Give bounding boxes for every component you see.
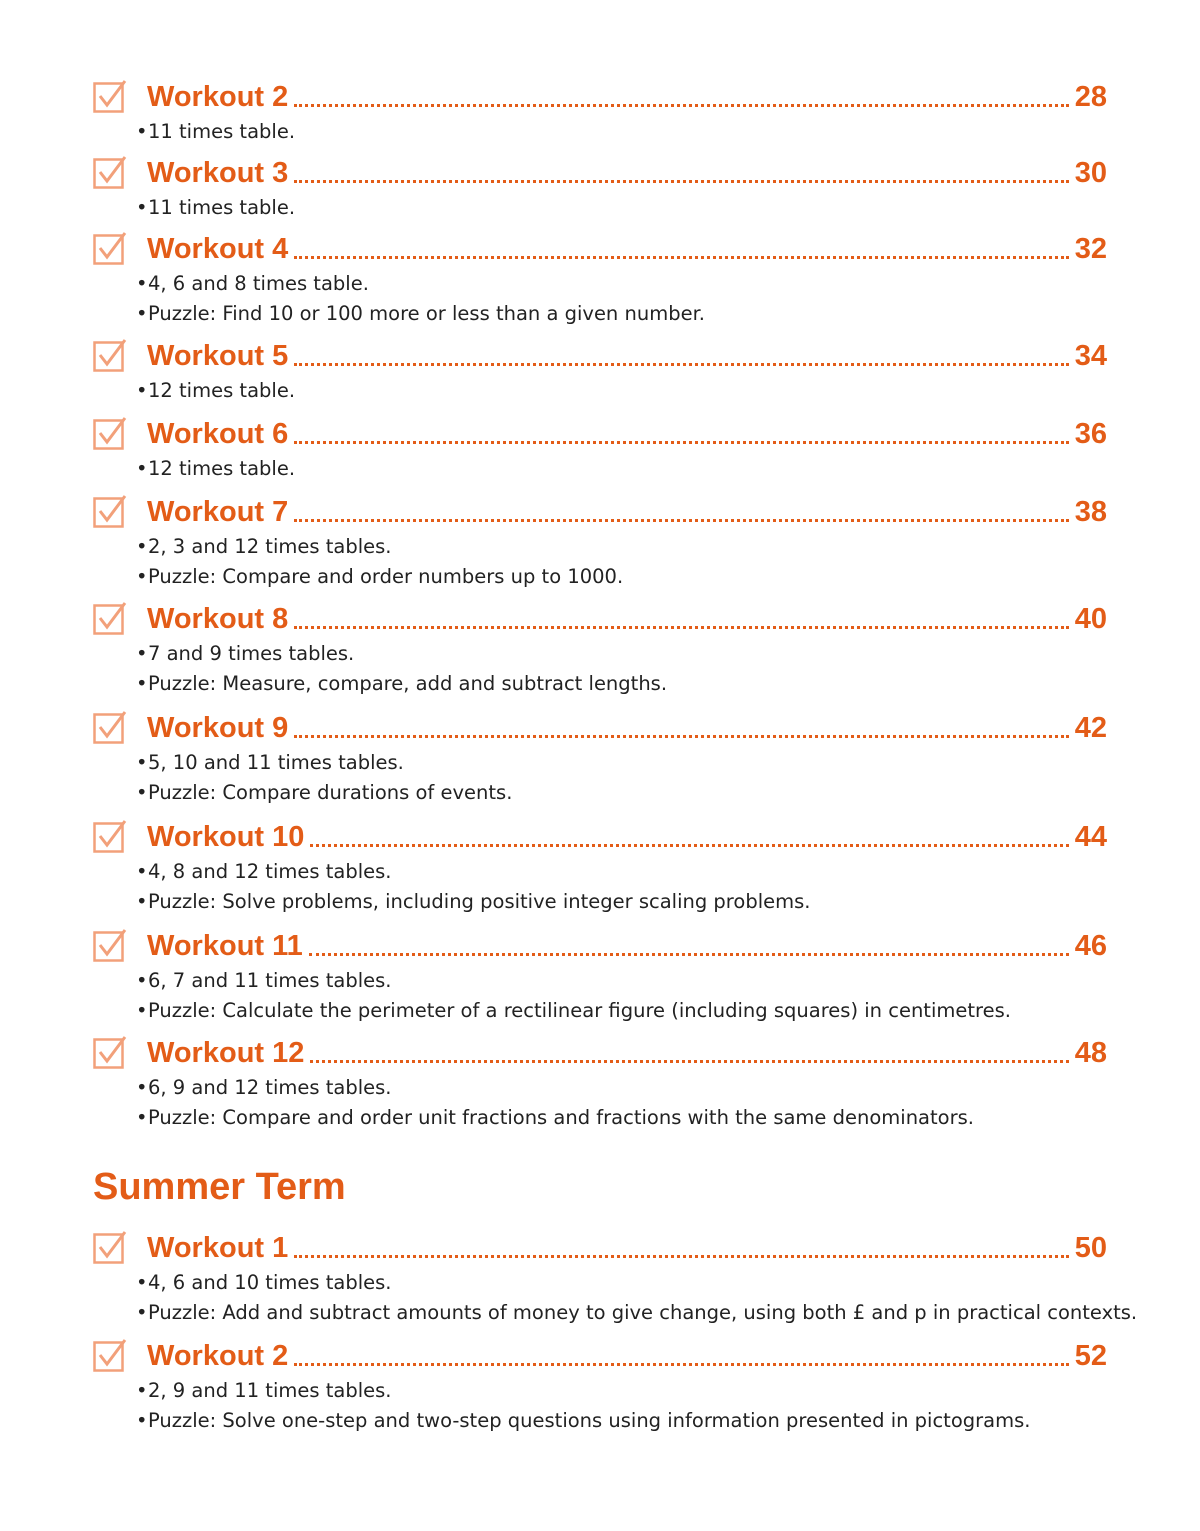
topic-list bbox=[136, 1073, 974, 1132]
workout-title: Workout 6 bbox=[147, 417, 289, 450]
dot-leader bbox=[294, 1255, 1068, 1258]
page-number: 44 bbox=[1074, 820, 1107, 853]
toc-title-row[interactable] bbox=[147, 77, 1107, 117]
toc-entry bbox=[93, 1336, 1107, 1432]
toc-title-row[interactable] bbox=[147, 492, 1107, 532]
checkbox-tick-icon[interactable] bbox=[93, 79, 127, 113]
topic-item: •4, 6 and 10 times tables. bbox=[136, 1271, 392, 1294]
topic-list bbox=[136, 857, 810, 916]
topic-item: •12 times table. bbox=[136, 379, 296, 402]
topic-item: •6, 7 and 11 times tables. bbox=[136, 969, 392, 992]
topic-item: •11 times table. bbox=[136, 196, 296, 219]
checkbox-tick-icon[interactable] bbox=[93, 494, 127, 528]
page-number: 34 bbox=[1074, 339, 1107, 372]
topic-item: •Puzzle: Solve one-step and two-step questions using information presented in pictograms. bbox=[136, 1408, 1031, 1432]
topic-item: •Puzzle: Find 10 or 100 more or less than a given number. bbox=[136, 301, 706, 325]
workout-title: Workout 11 bbox=[147, 929, 303, 962]
page-number: 40 bbox=[1074, 602, 1107, 635]
workout-title: Workout 2 bbox=[147, 80, 289, 113]
page-number: 50 bbox=[1074, 1231, 1107, 1264]
topic-list bbox=[136, 269, 705, 328]
topic-item: •4, 6 and 8 times table. bbox=[136, 272, 369, 295]
toc-title-row[interactable] bbox=[147, 926, 1107, 966]
toc-title-row[interactable] bbox=[147, 153, 1107, 193]
toc-entry bbox=[93, 708, 1107, 804]
dot-leader bbox=[294, 441, 1068, 444]
topic-item: •6, 9 and 12 times tables. bbox=[136, 1076, 392, 1099]
workout-title: Workout 3 bbox=[147, 156, 289, 189]
topic-item: •11 times table. bbox=[136, 120, 296, 143]
checkbox-tick-icon[interactable] bbox=[93, 1035, 127, 1069]
topic-item: •12 times table. bbox=[136, 457, 296, 480]
toc-entry bbox=[93, 336, 1107, 402]
dot-leader bbox=[294, 180, 1068, 183]
checkbox-tick-icon[interactable] bbox=[93, 416, 127, 450]
toc-title-row[interactable] bbox=[147, 817, 1107, 857]
toc-entry bbox=[93, 229, 1107, 325]
checkbox-tick-icon[interactable] bbox=[93, 338, 127, 372]
topic-list bbox=[136, 1376, 1030, 1435]
topic-item: •2, 9 and 11 times tables. bbox=[136, 1379, 392, 1402]
dot-leader bbox=[294, 626, 1068, 629]
toc-entry bbox=[93, 153, 1107, 219]
page-number: 38 bbox=[1074, 495, 1107, 528]
workout-title: Workout 9 bbox=[147, 711, 289, 744]
checkbox-tick-icon[interactable] bbox=[93, 819, 127, 853]
dot-leader bbox=[294, 104, 1068, 107]
dot-leader bbox=[294, 256, 1068, 259]
toc-entry bbox=[93, 599, 1107, 695]
page-number: 46 bbox=[1074, 929, 1107, 962]
toc-entry bbox=[93, 1033, 1107, 1129]
topic-list bbox=[136, 454, 295, 484]
topic-list bbox=[136, 532, 623, 591]
toc-title-row[interactable] bbox=[147, 1228, 1107, 1268]
toc-entry bbox=[93, 926, 1107, 1022]
checkbox-tick-icon[interactable] bbox=[93, 928, 127, 962]
topic-item: •Puzzle: Add and subtract amounts of money to give change, using both £ and p in practical contexts. bbox=[136, 1300, 1138, 1324]
dot-leader bbox=[294, 1363, 1068, 1366]
page-number: 52 bbox=[1074, 1339, 1107, 1372]
toc-entry bbox=[93, 1228, 1138, 1324]
toc-title-row[interactable] bbox=[147, 1033, 1107, 1073]
topic-item: •5, 10 and 11 times tables. bbox=[136, 751, 404, 774]
topic-item: •Puzzle: Compare and order unit fractions and fractions with the same denominators. bbox=[136, 1105, 974, 1129]
topic-item: •Puzzle: Calculate the perimeter of a rectilinear figure (including squares) in centimetres. bbox=[136, 998, 1011, 1022]
dot-leader bbox=[294, 519, 1068, 522]
dot-leader bbox=[310, 1060, 1068, 1063]
topic-item: •7 and 9 times tables. bbox=[136, 642, 355, 665]
page-number: 48 bbox=[1074, 1036, 1107, 1069]
workout-title: Workout 5 bbox=[147, 339, 289, 372]
page-number: 32 bbox=[1074, 232, 1107, 265]
topic-list bbox=[136, 117, 295, 147]
topic-list bbox=[136, 376, 295, 406]
checkbox-tick-icon[interactable] bbox=[93, 1338, 127, 1372]
workout-title: Workout 7 bbox=[147, 495, 289, 528]
checkbox-tick-icon[interactable] bbox=[93, 155, 127, 189]
checkbox-tick-icon[interactable] bbox=[93, 710, 127, 744]
toc-title-row[interactable] bbox=[147, 336, 1107, 376]
topic-list bbox=[136, 193, 295, 223]
page-number: 30 bbox=[1074, 156, 1107, 189]
checkbox-tick-icon[interactable] bbox=[93, 231, 127, 265]
toc-entry bbox=[93, 817, 1107, 913]
section-heading: Summer Term bbox=[93, 1166, 346, 1208]
workout-title: Workout 1 bbox=[147, 1231, 289, 1264]
topic-item: •Puzzle: Compare and order numbers up to 1000. bbox=[136, 564, 624, 588]
toc-title-row[interactable] bbox=[147, 229, 1107, 269]
topic-item: •Puzzle: Solve problems, including positive integer scaling problems. bbox=[136, 889, 811, 913]
dot-leader bbox=[294, 363, 1068, 366]
dot-leader bbox=[310, 844, 1068, 847]
workout-title: Workout 2 bbox=[147, 1339, 289, 1372]
workout-title: Workout 10 bbox=[147, 820, 305, 853]
toc-title-row[interactable] bbox=[147, 708, 1107, 748]
workout-title: Workout 8 bbox=[147, 602, 289, 635]
dot-leader bbox=[294, 735, 1068, 738]
topic-item: •4, 8 and 12 times tables. bbox=[136, 860, 392, 883]
page-number: 42 bbox=[1074, 711, 1107, 744]
dot-leader bbox=[309, 953, 1069, 956]
toc-entry bbox=[93, 414, 1107, 480]
topic-item: •Puzzle: Compare durations of events. bbox=[136, 780, 513, 804]
toc-title-row[interactable] bbox=[147, 1336, 1107, 1376]
topic-list bbox=[136, 1268, 1137, 1327]
topic-item: •2, 3 and 12 times tables. bbox=[136, 535, 392, 558]
page-number: 36 bbox=[1074, 417, 1107, 450]
checkbox-tick-icon[interactable] bbox=[93, 1230, 127, 1264]
toc-entry bbox=[93, 492, 1107, 588]
page-number: 28 bbox=[1074, 80, 1107, 113]
checkbox-tick-icon[interactable] bbox=[93, 601, 127, 635]
topic-list bbox=[136, 748, 512, 807]
topic-list bbox=[136, 639, 667, 698]
toc-entry bbox=[93, 77, 1107, 143]
toc-title-row[interactable] bbox=[147, 599, 1107, 639]
workout-title: Workout 4 bbox=[147, 232, 289, 265]
toc-title-row[interactable] bbox=[147, 414, 1107, 454]
topic-item: •Puzzle: Measure, compare, add and subtract lengths. bbox=[136, 671, 668, 695]
topic-list bbox=[136, 966, 1011, 1025]
workout-title: Workout 12 bbox=[147, 1036, 305, 1069]
